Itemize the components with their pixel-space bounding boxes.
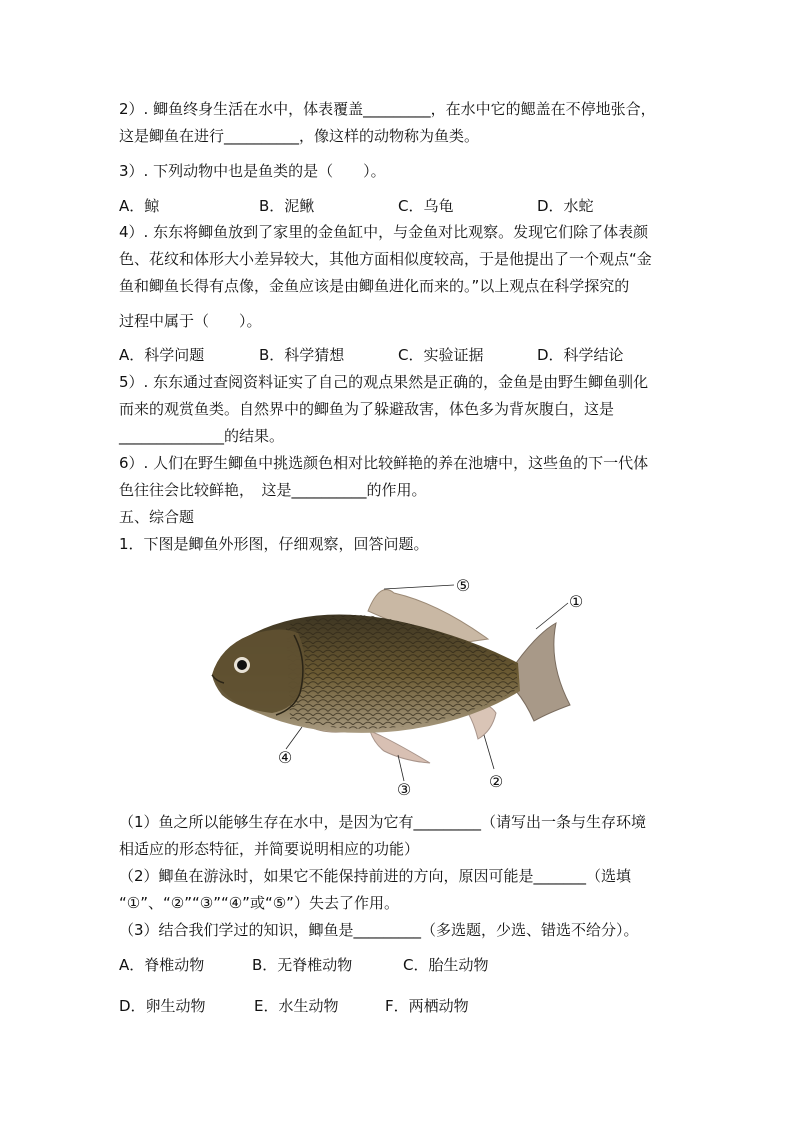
- q2-line1: 2）. 鲫鱼终身生活在水中，体表覆盖_________，在水中它的鳃盖在不停地张合，: [119, 100, 656, 118]
- comp-option-f: F．两栖动物: [385, 997, 469, 1015]
- q5-line1: 5）. 东东通过查阅资料证实了自己的观点果然是正确的，金鱼是由野生鲫鱼驯化: [119, 373, 649, 391]
- label-1: ①: [568, 592, 584, 611]
- q6-line2: 色往往会比较鲜艳， 这是__________的作用。: [119, 481, 427, 499]
- label-4: ④: [277, 748, 293, 767]
- comp-option-d: D．卵生动物: [119, 997, 206, 1015]
- comp-option-b: B．无脊椎动物: [252, 956, 353, 974]
- comp-option-a: A．脊椎动物: [119, 956, 205, 974]
- comp-sub1-line2: 相适应的形态特征，并简要说明相应的功能）: [119, 840, 420, 858]
- q4-line2: 色、花纹和体形大小差异较大，其他方面相似度较高，于是他提出了一个观点“金: [119, 250, 652, 268]
- comp-sub2-line1: （2）鲫鱼在游泳时，如果它不能保持前进的方向，原因可能是_______（选填: [119, 867, 632, 885]
- q4-option-d: D．科学结论: [537, 346, 624, 364]
- comp-option-e: E．水生动物: [254, 997, 339, 1015]
- q2-line2: 这是鲫鱼在进行__________，像这样的动物称为鱼类。: [119, 127, 480, 145]
- q3-option-d: D．水蛇: [537, 197, 594, 215]
- q3-stem: 3）. 下列动物中也是鱼类的是（ ）。: [119, 162, 386, 180]
- label-2: ②: [488, 772, 504, 791]
- q4-line3: 鱼和鲫鱼长得有点像，金鱼应该是由鲫鱼进化而来的。”以上观点在科学探究的: [119, 277, 630, 295]
- comp-sub2-line2: “①”、“②”“③”“④”或“⑤”）失去了作用。: [119, 894, 399, 912]
- tail-fin: [516, 623, 570, 721]
- q4-option-b: B．科学猜想: [259, 346, 345, 364]
- q3-option-b: B．泥鳅: [259, 197, 315, 215]
- comp-sub1-line1: （1）鱼之所以能够生存在水中，是因为它有_________（请写出一条与生存环境: [119, 813, 647, 831]
- q5-line2: 而来的观赏鱼类。自然界中的鲫鱼为了躲避敌害，体色多为背灰腹白，这是: [119, 400, 615, 418]
- q3-option-a: A．鲸: [119, 197, 160, 215]
- fish-figure: [198, 563, 590, 801]
- section-title: 五、综合题: [119, 508, 195, 526]
- comp-q1-stem: 1．下图是鲫鱼外形图，仔细观察，回答问题。: [119, 535, 429, 553]
- comp-sub3-line1: （3）结合我们学过的知识，鲫鱼是_________（多选题，少选、错选不给分）。: [119, 921, 639, 939]
- q4-option-a: A．科学问题: [119, 346, 205, 364]
- q3-option-c: C．乌龟: [398, 197, 454, 215]
- pelvic-fin: [370, 731, 430, 763]
- q4-line4: 过程中属于（ ）。: [119, 312, 262, 330]
- label-3: ③: [396, 780, 412, 799]
- label-5: ⑤: [455, 576, 471, 595]
- comp-option-c: C．胎生动物: [403, 956, 489, 974]
- gill-cover: [212, 629, 305, 713]
- q4-option-c: C．实验证据: [398, 346, 484, 364]
- q4-line1: 4）. 东东将鲫鱼放到了家里的金鱼缸中，与金鱼对比观察。发现它们除了体表颜: [119, 223, 649, 241]
- q6-line1: 6）. 人们在野生鲫鱼中挑选颜色相对比较鲜艳的养在池塘中，这些鱼的下一代体: [119, 454, 649, 472]
- q5-line3: ______________的结果。: [119, 427, 285, 445]
